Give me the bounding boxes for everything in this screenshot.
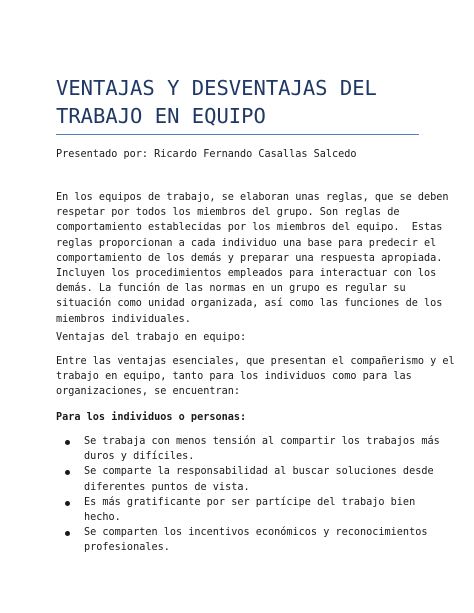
paragraph-line: miembros individuales. (56, 313, 191, 325)
bullet-icon (65, 470, 70, 475)
presenter-line: Presentado por: Ricardo Fernando Casallas Salcedo (56, 149, 357, 160)
bullet-line: Se comparten los incentivos económicos y reconocimientos (84, 527, 428, 539)
bullet-line: profesionales. (84, 542, 170, 554)
bullet-line: Se comparte la responsabilidad al buscar soluciones desde (84, 466, 434, 478)
title-underline-rule (56, 134, 419, 135)
title-line-2: TRABAJO EN EQUIPO (56, 104, 266, 128)
paragraph-line: respetar por todos los miembros del grupo. Son reglas de (56, 207, 400, 219)
intro-paragraph (56, 190, 449, 327)
paragraph-line: comportamiento establecidas por los miembros del equipo. Estas (56, 222, 443, 234)
list-item (56, 464, 434, 494)
title-line-1: VENTAJAS Y DESVENTAJAS DEL (56, 76, 377, 100)
ventajas-intro-paragraph (56, 354, 455, 400)
bullet-line: Se trabaja con menos tensión al compartir los trabajos más (84, 436, 440, 447)
paragraph-line: Entre las ventajas esenciales, que presentan el compañerismo y el (56, 356, 455, 367)
bullet-line: hecho. (84, 512, 121, 524)
bullet-line: diferentes puntos de vista. (84, 481, 250, 493)
bullet-icon (65, 440, 70, 445)
list-item (56, 525, 426, 555)
paragraph-line: organizaciones, se encuentran: (56, 386, 241, 398)
paragraph-line: En los equipos de trabajo, se elaboran unas reglas, que se deben (56, 192, 449, 203)
ventajas-label: Ventajas del trabajo en equipo: (56, 332, 247, 343)
document-title (56, 74, 426, 130)
advantages-bullet-list (56, 434, 440, 556)
list-item (56, 434, 440, 464)
paragraph-line: demás. La función de las normas en un grupo es regular su (56, 283, 406, 295)
paragraph-line: Incluyen los procedimientos empleados para interactuar con los (56, 268, 437, 280)
paragraph-line: reglas proporcionan a cada individuo una base para predecir el (56, 237, 437, 249)
paragraph-line: comportamiento de los demás y preparar una respuesta apropiada. (56, 252, 443, 264)
paragraph-line: situación como unidad organizada, así como las funciones de los (56, 298, 443, 310)
bullet-line: Es más gratificante por ser partícipe del trabajo bien (84, 496, 416, 508)
individuals-subheading: Para los individuos o personas: (56, 412, 247, 423)
paragraph-line: trabajo en equipo, tanto para los individuos como para las (56, 371, 412, 383)
bullet-line: duros y difíciles. (84, 451, 195, 463)
bullet-icon (65, 531, 70, 536)
list-item (56, 495, 426, 525)
bullet-icon (65, 501, 70, 506)
